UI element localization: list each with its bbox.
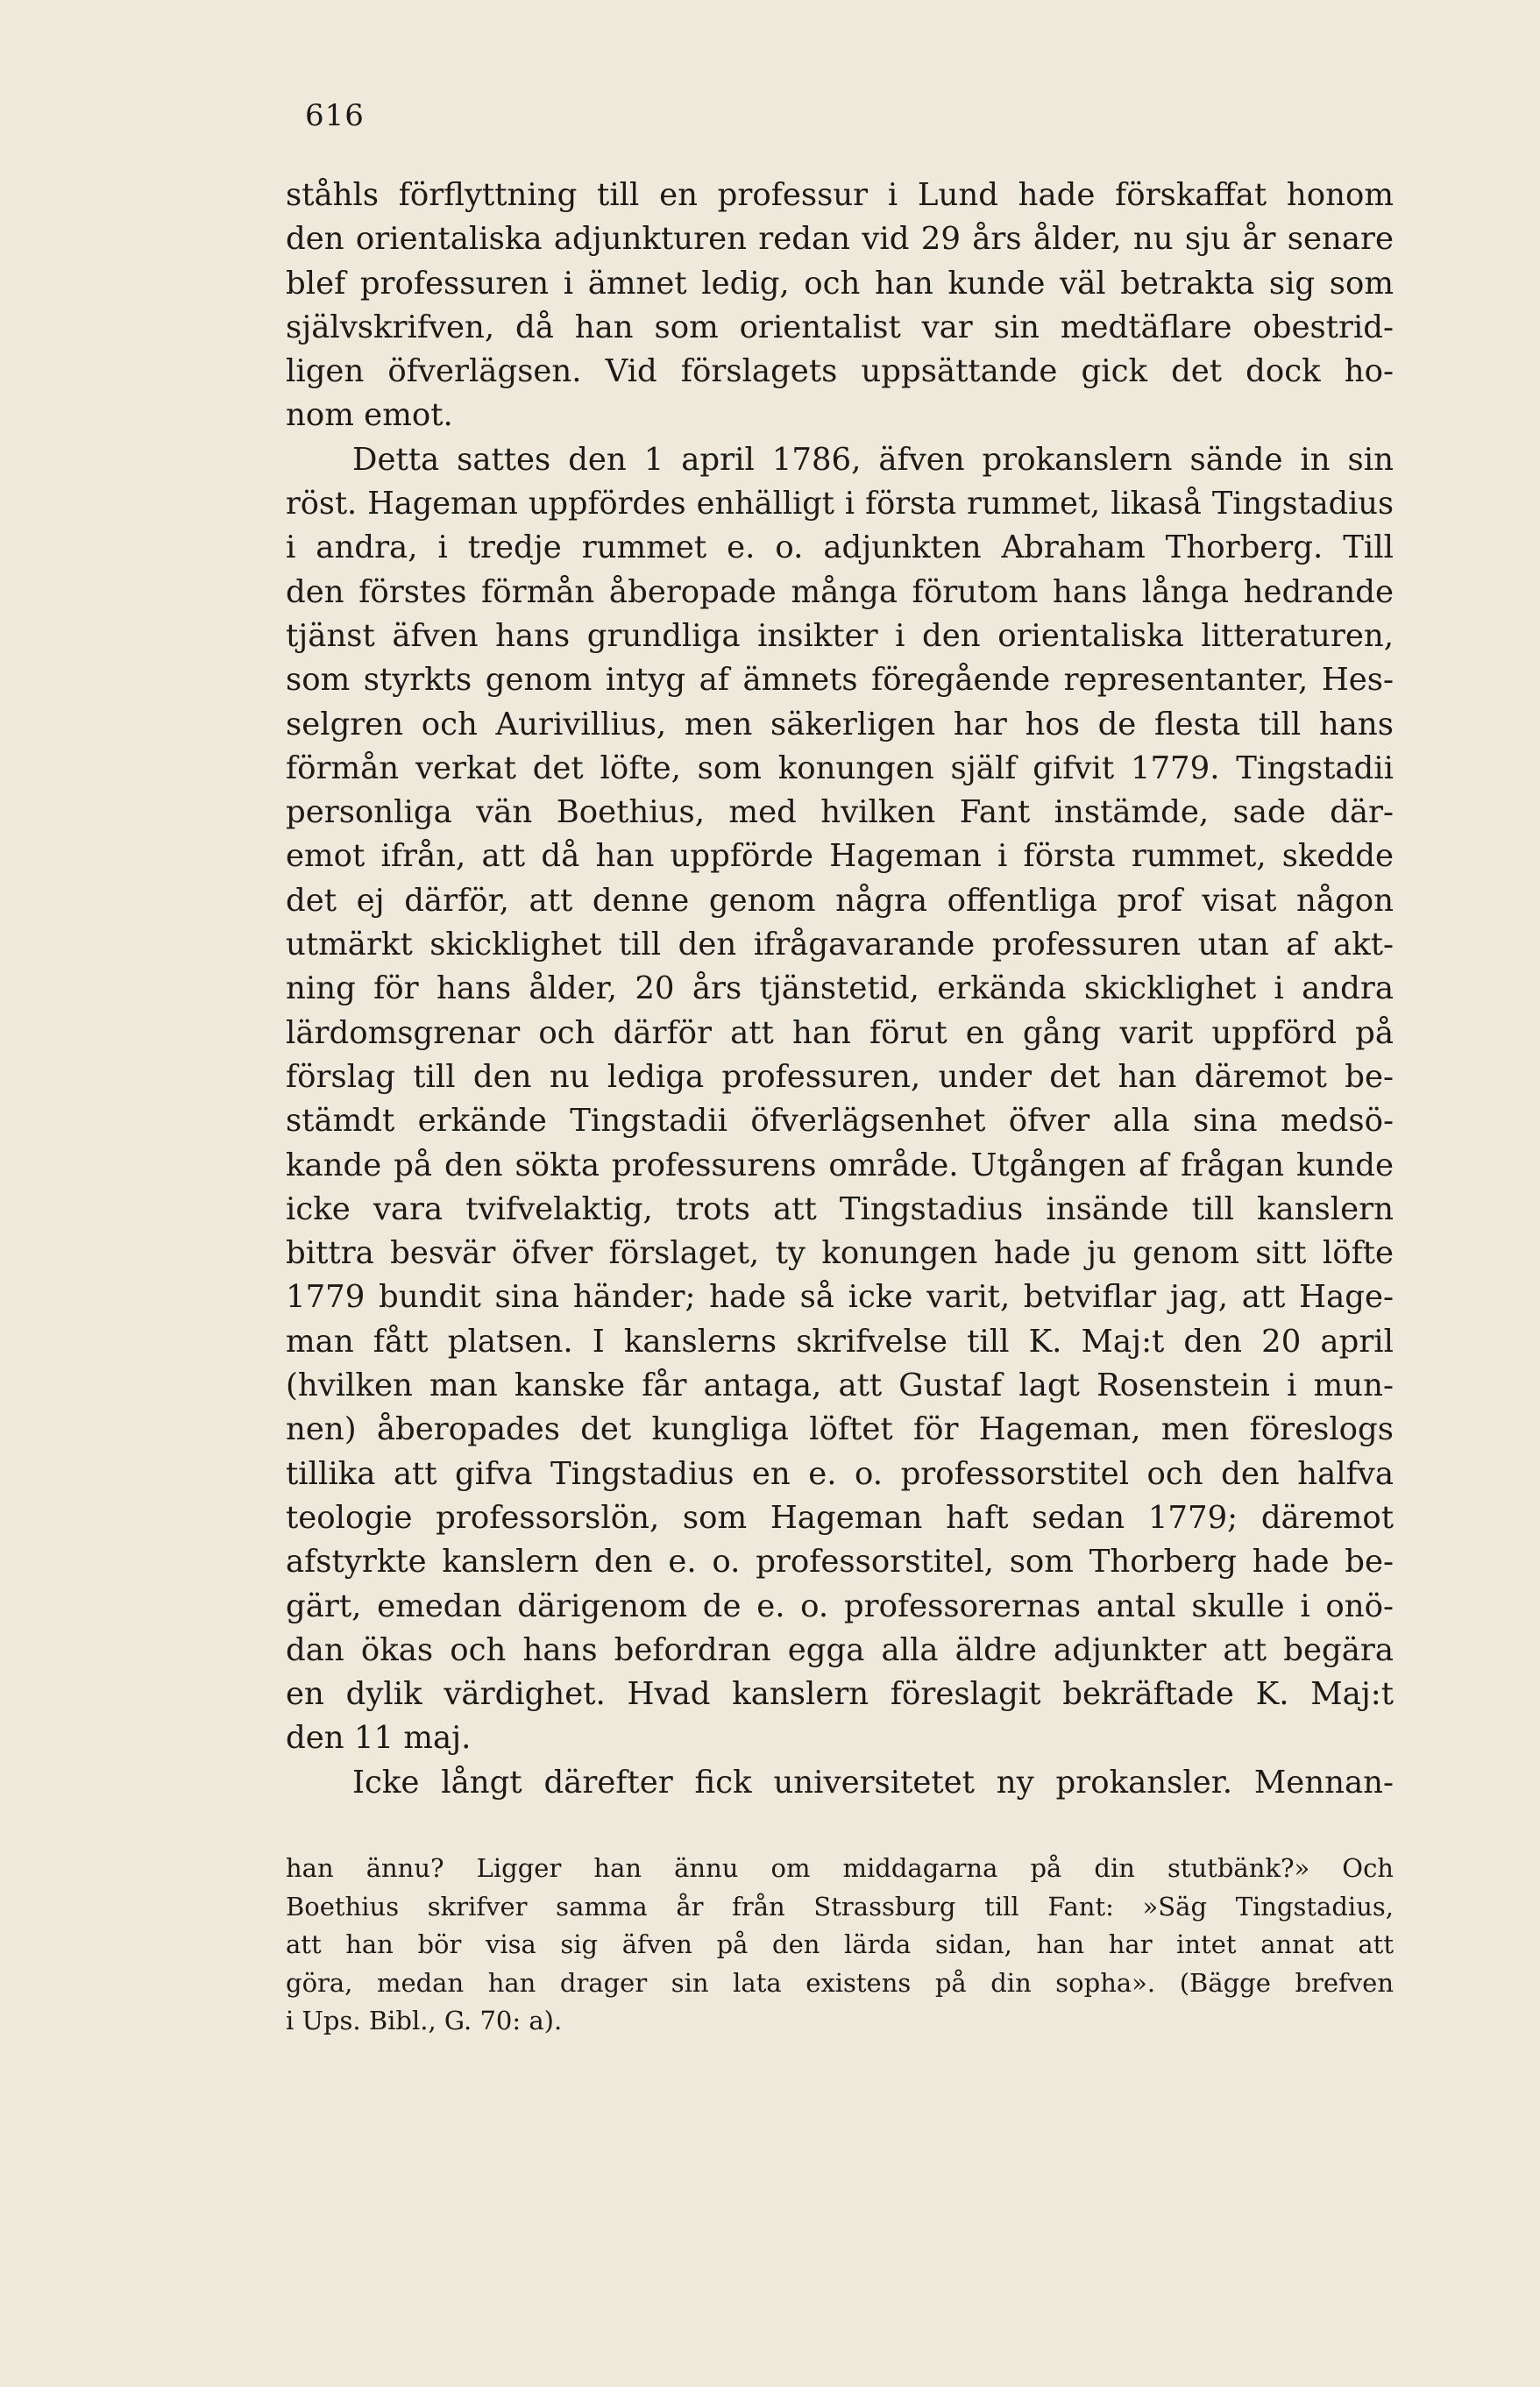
text-line: emot ifrån, att då han uppförde Hageman i första rummet, skedde: [286, 838, 1394, 875]
footnote: [286, 1850, 1394, 2041]
text-line: afstyrkte kanslern den e. o. professorstitel, som Thorberg hade be-: [286, 1544, 1394, 1581]
text-line: nen) åberopades det kungliga löftet för Hageman, men föreslogs: [286, 1411, 1394, 1448]
text-line: förmån verkat det löfte, som konungen själf gifvit 1779. Tingstadii: [286, 749, 1394, 786]
text-line: personliga vän Boethius, med hvilken Fant instämde, sade där-: [286, 794, 1394, 831]
text-line: lärdomsgrenar och därför att han förut en gång varit uppförd på: [286, 1014, 1394, 1051]
text-line: i andra, i tredje rummet e. o. adjunkten Abraham Thorberg. Till: [286, 529, 1394, 566]
text-line: den 11 maj.: [286, 1720, 472, 1757]
text-line: selgren och Aurivillius, men säkerligen har hos de flesta till hans: [286, 706, 1394, 742]
text-line: tillika att gifva Tingstadius en e. o. professorstitel och den halfva: [286, 1455, 1394, 1492]
text-line: 1779 bundit sina händer; hade så icke varit, betviflar jag, att Hage-: [286, 1279, 1394, 1316]
text-line: den förstes förmån åberopade många förutom hans långa hedrande: [286, 573, 1394, 610]
text-line: nom emot.: [286, 397, 453, 434]
text-line: kande på den sökta professurens område. Utgången af frågan kunde: [286, 1147, 1394, 1183]
text-line: ning för hans ålder, 20 års tjänstetid, erkända skicklighet i andra: [286, 970, 1394, 1007]
text-line: tjänst äfven hans grundliga insikter i den orientaliska litteraturen,: [286, 617, 1394, 654]
text-line: ståhls förflyttning till en professur i Lund hade förskaffat honom: [286, 177, 1394, 213]
text-line: förslag till den nu lediga professuren, under det han däremot be-: [286, 1058, 1394, 1095]
text-line: man fått platsen. I kanslerns skrifvelse till K. Maj:t den 20 april: [286, 1323, 1394, 1360]
text-line: ligen öfverlägsen. Vid förslagets uppsättande gick det dock ho-: [286, 353, 1394, 390]
text-line: stämdt erkände Tingstadii öfverlägsenhet öfver alla sina medsö-: [286, 1103, 1394, 1140]
text-line: icke vara tvifvelaktig, trots att Tingstadius insände till kanslern: [286, 1190, 1394, 1227]
text-line: den orientaliska adjunkturen redan vid 29 års ålder, nu sju år senare: [286, 221, 1394, 258]
text-line: Detta sattes den 1 april 1786, äfven prokanslern sände in sin: [352, 441, 1394, 478]
text-line: blef professuren i ämnet ledig, och han kunde väl betrakta sig som: [286, 265, 1394, 302]
footnote-line: Boethius skrifver samma år från Strassburg till Fant: »Säg Tingstadius,: [286, 1891, 1394, 1922]
footnote-line: han ännu? Ligger han ännu om middagarna på din stutbänk?» Och: [286, 1853, 1394, 1883]
main-text: [286, 174, 1394, 1805]
text-line: (hvilken man kanske får antaga, att Gustaf lagt Rosenstein i mun-: [286, 1368, 1394, 1404]
text-line: självskrifven, då han som orientalist var sin medtäflare obestrid-: [286, 309, 1394, 345]
text-line: gärt, emedan därigenom de e. o. professorernas antal skulle i onö-: [286, 1588, 1394, 1624]
text-line: utmärkt skicklighet till den ifrågavarande professuren utan af akt-: [286, 927, 1394, 963]
text-line: dan ökas och hans befordran egga alla äldre adjunkter att begära: [286, 1631, 1394, 1668]
text-line: röst. Hageman uppfördes enhälligt i första rummet, likaså Tingstadius: [286, 486, 1394, 522]
text-line: som styrkts genom intyg af ämnets föregående representanter, Hes-: [286, 662, 1394, 699]
text-line: det ej därför, att denne genom några offentliga prof visat någon: [286, 882, 1394, 919]
text-line: bittra besvär öfver förslaget, ty konungen hade ju genom sitt löfte: [286, 1235, 1394, 1272]
text-line: Icke långt därefter fick universitetet ny prokansler. Mennan-: [352, 1764, 1394, 1801]
page-number: 616: [305, 98, 365, 133]
text-line: teologie professorslön, som Hageman haft sedan 1779; däremot: [286, 1499, 1394, 1536]
footnote-line: att han bör visa sig äfven på den lärda sidan, han har intet annat att: [286, 1929, 1394, 1959]
footnote-line: göra, medan han drager sin lata existens på din sopha». (Bägge brefven: [286, 1967, 1394, 1998]
text-line: en dylik värdighet. Hvad kanslern föreslagit bekräftade K. Maj:t: [286, 1676, 1394, 1713]
footnote-line: i Ups. Bibl., G. 70: a).: [286, 2006, 563, 2035]
